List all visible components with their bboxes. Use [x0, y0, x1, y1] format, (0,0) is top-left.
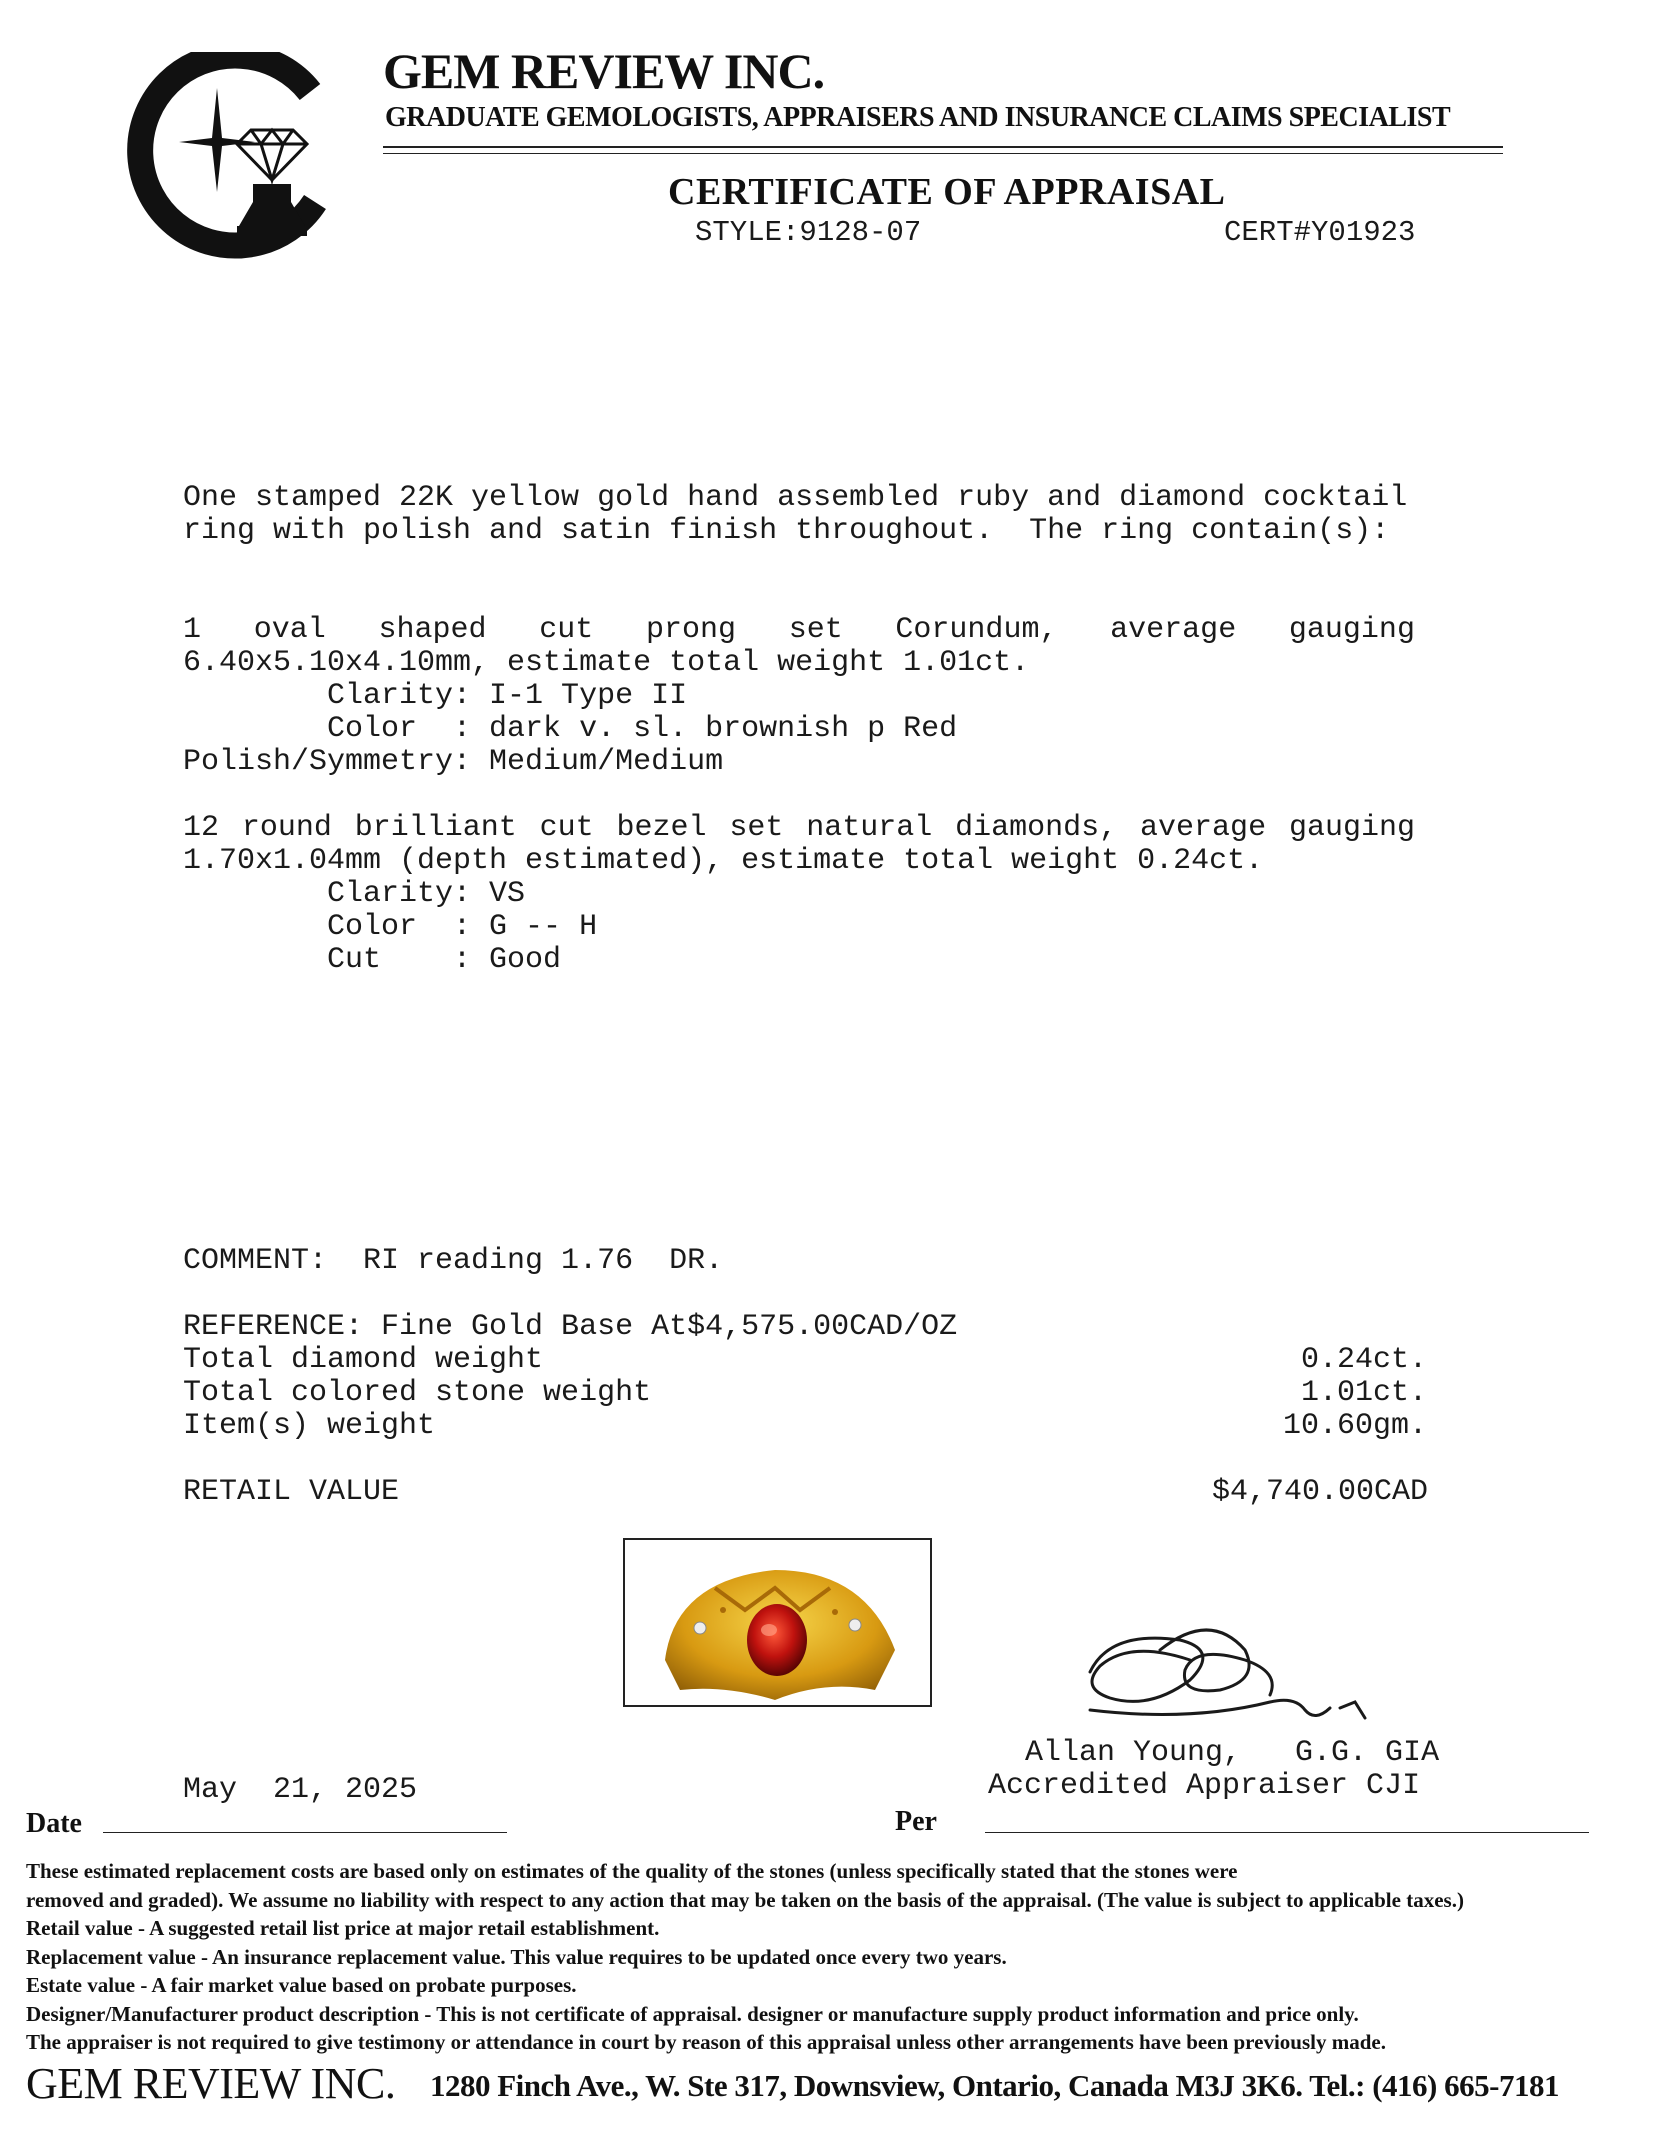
per-label: Per [895, 1806, 937, 1837]
stone2-word: brilliant [354, 811, 517, 845]
retail-value-amount: $4,740.00CAD [1211, 1475, 1428, 1509]
stone2-word: cut [539, 811, 594, 845]
disclaimer-line: removed and graded). We assume no liability with respect to any action that may be taken on the basis of the appraisal. (The value is subject to applicable taxes.) [26, 1888, 1464, 1912]
cert-number: CERT#Y01923 [1224, 216, 1416, 249]
header-rule-top [383, 146, 1503, 148]
stone1-word: shaped [378, 613, 487, 647]
appraisal-date: May 21, 2025 [183, 1773, 418, 1807]
stone2-word: gauging [1288, 811, 1415, 845]
stone1-word: average [1110, 613, 1237, 647]
appraiser-name: Allan Young, G.G. GIA [1025, 1736, 1440, 1770]
stone2-word: set [729, 811, 784, 845]
stone1-word: gauging [1288, 613, 1415, 647]
reference: REFERENCE: Fine Gold Base At$4,575.00CAD/OZ [183, 1310, 958, 1344]
stone1-word: oval [253, 613, 326, 647]
stone2-word: average [1140, 811, 1267, 845]
stone1-word: Corundum, [895, 613, 1058, 647]
stone1-word: cut [539, 613, 594, 647]
comment: COMMENT: RI reading 1.76 DR. [183, 1244, 724, 1278]
stone1-word: prong [645, 613, 736, 647]
company-subtitle: GRADUATE GEMOLOGISTS, APPRAISERS AND INSURANCE CLAIMS SPECIALIST [385, 102, 1451, 133]
appraiser-title: Accredited Appraiser CJI [988, 1769, 1421, 1803]
stone2-color: Color : G -- H [183, 910, 598, 944]
style-number: STYLE:9128-07 [695, 216, 922, 249]
item-description-line-1: One stamped 22K yellow gold hand assembled ruby and diamond cocktail [183, 481, 1408, 515]
footer-company-name: GEM REVIEW INC. [26, 2059, 396, 2108]
stone1-line-1 [183, 614, 1415, 647]
summary-value: 0.24ct. [1300, 1343, 1427, 1377]
company-name: GEM REVIEW INC. [383, 43, 825, 99]
stone1-word: set [788, 613, 843, 647]
disclaimer-line: Estate value - A fair market value based on probate purposes. [26, 1973, 577, 1997]
disclaimer-line: Retail value - A suggested retail list price at major retail establishment. [26, 1916, 660, 1940]
stone2-line-1 [183, 812, 1415, 845]
stone2-word: 12 [183, 811, 220, 845]
stone2-word: diamonds, [955, 811, 1118, 845]
summary-label: Total diamond weight [183, 1343, 544, 1377]
footer-address: 1280 Finch Ave., W. Ste 317, Downsview, Ontario, Canada M3J 3K6. Tel.: (416) 665-7181 [430, 2068, 1559, 2103]
summary-value: 1.01ct. [1300, 1376, 1427, 1410]
ruby-ring-photo [623, 1538, 932, 1707]
stone1-line-2: 6.40x5.10x4.10mm, estimate total weight 1.01ct. [183, 646, 1030, 680]
ring-image [625, 1540, 930, 1705]
stone2-word: natural [806, 811, 933, 845]
disclaimer-line: Designer/Manufacturer product description - This is not certificate of appraisal. designer or manufacture supply product information and price only. [26, 2002, 1359, 2026]
header-rule-bottom [383, 153, 1503, 154]
stone1-polish: Polish/Symmetry: Medium/Medium [183, 745, 724, 779]
stone2-clarity: Clarity: VS [183, 877, 526, 911]
date-label: Date [26, 1808, 82, 1839]
retail-value-label: RETAIL VALUE [183, 1475, 400, 1509]
company-logo [125, 52, 335, 262]
stone2-word: bezel [616, 811, 707, 845]
stone2-line-2: 1.70x1.04mm (depth estimated), estimate total weight 0.24ct. [183, 844, 1264, 878]
stone1-clarity: Clarity: I-1 Type II [183, 679, 688, 713]
summary-value: 10.60gm. [1282, 1409, 1427, 1443]
per-line [985, 1832, 1589, 1833]
disclaimer-line: Replacement value - An insurance replacement value. This value requires to be updated once every two years. [26, 1945, 1007, 1969]
date-line [103, 1832, 507, 1833]
item-description-line-2: ring with polish and satin finish throughout. The ring contain(s): [183, 514, 1390, 548]
stone1-color: Color : dark v. sl. brownish p Red [183, 712, 958, 746]
summary-label: Item(s) weight [183, 1409, 436, 1443]
disclaimer-line: These estimated replacement costs are based only on estimates of the quality of the stones (unless specifically stated that the stones were [26, 1859, 1238, 1883]
disclaimer-line: The appraiser is not required to give testimony or attendance in court by reason of this appraisal unless other arrangements have been previously made. [26, 2030, 1386, 2054]
stone2-cut: Cut : Good [183, 943, 562, 977]
stone1-word: 1 [183, 613, 202, 647]
gem-g-logo-icon [125, 52, 335, 262]
stone2-word: round [241, 811, 332, 845]
certificate-title: CERTIFICATE OF APPRAISAL [668, 171, 1226, 213]
summary-label: Total colored stone weight [183, 1376, 652, 1410]
handwritten-signature [1070, 1610, 1390, 1740]
